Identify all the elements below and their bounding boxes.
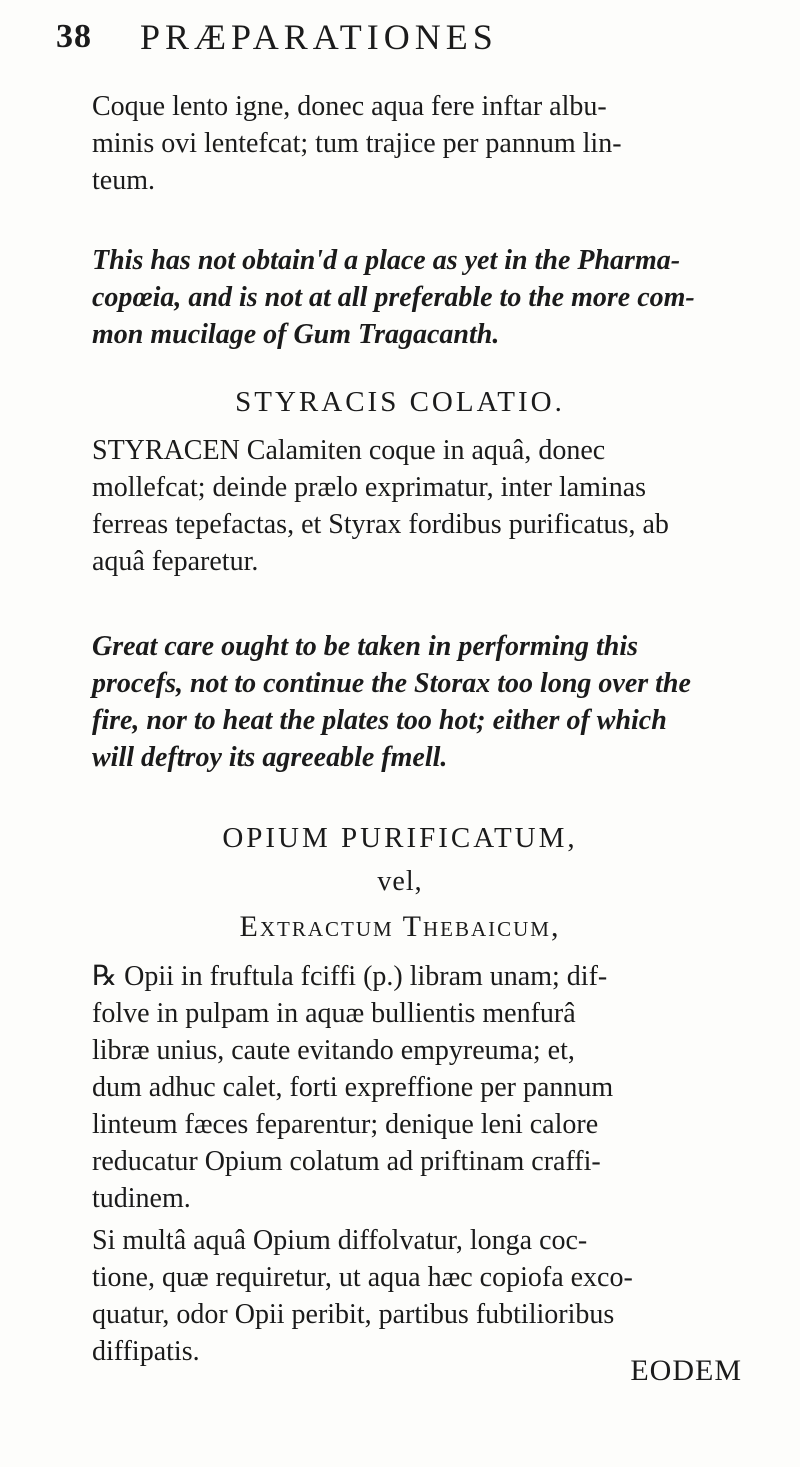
text-line: Great care ought to be taken in performing this bbox=[92, 631, 639, 662]
text-line: tudinem. bbox=[92, 1183, 191, 1214]
text-line: diffipatis. bbox=[92, 1336, 200, 1367]
heading-vel: vel, bbox=[377, 866, 423, 897]
text-line: mon mucilage of Gum Tragacanth. bbox=[92, 319, 500, 350]
text-line: aquâ feparetur. bbox=[92, 546, 259, 577]
text-line: libræ unius, caute evitando empyreuma; et, bbox=[92, 1035, 575, 1066]
text-line: fire, nor to heat the plates too hot; either of which bbox=[92, 705, 667, 736]
text-line: Coque lento igne, donec aqua fere inftar albu- bbox=[92, 91, 607, 122]
paragraph-opium bbox=[92, 958, 742, 1217]
text-line: mollefcat; deinde prælo exprimatur, inter laminas bbox=[92, 472, 647, 503]
text-line: linteum fæces feparentur; denique leni calore bbox=[92, 1109, 599, 1140]
text-line: folve in pulpam in aquæ bullientis menfurâ bbox=[92, 998, 576, 1029]
english-note-tragacanth bbox=[92, 242, 742, 353]
section-heading-styracis: STYRACIS COLATIO. bbox=[235, 386, 565, 418]
text-line: This has not obtain'd a place as yet in the Pharma- bbox=[92, 245, 681, 276]
text-line: teum. bbox=[92, 165, 155, 196]
text-line: dum adhuc calet, forti expreffione per pannum bbox=[92, 1072, 614, 1103]
page-number: 38 bbox=[56, 18, 92, 55]
section-subheading-extractum: Extractum Thebaicum, bbox=[239, 910, 561, 943]
section-heading-opium: OPIUM PURIFICATUM, bbox=[222, 822, 578, 854]
text-line: STYRACEN Calamiten coque in aquâ, donec bbox=[92, 435, 606, 466]
paragraph-si-multa bbox=[92, 1222, 742, 1370]
running-head: PRÆPARATIONES bbox=[140, 17, 498, 57]
text-line: Si multâ aquâ Opium diffolvatur, longa coc- bbox=[92, 1225, 588, 1256]
english-note-storax bbox=[92, 628, 742, 776]
text-line: ℞ Opii in fruftula fciffi (p.) libram unam; dif- bbox=[92, 961, 608, 992]
text-line: copœia, and is not at all preferable to the more com- bbox=[92, 282, 695, 313]
text-line: reducatur Opium colatum ad priftinam craffi- bbox=[92, 1146, 601, 1177]
text-line: will deftroy its agreeable fmell. bbox=[92, 742, 448, 773]
text-line: procefs, not to continue the Storax too long over the bbox=[92, 668, 691, 699]
text-line: ferreas tepefactas, et Styrax fordibus purificatus, ab bbox=[92, 509, 669, 540]
text-line: tione, quæ requiretur, ut aqua hæc copiofa exco- bbox=[92, 1262, 633, 1293]
catchword: EODEM bbox=[630, 1354, 742, 1387]
text-line: quatur, odor Opii peribit, partibus fubtilioribus bbox=[92, 1299, 615, 1330]
paragraph-styracis bbox=[92, 432, 742, 580]
text-line: minis ovi lentefcat; tum trajice per pannum lin- bbox=[92, 128, 622, 159]
paragraph-coque bbox=[92, 88, 742, 199]
page-header bbox=[56, 12, 756, 68]
